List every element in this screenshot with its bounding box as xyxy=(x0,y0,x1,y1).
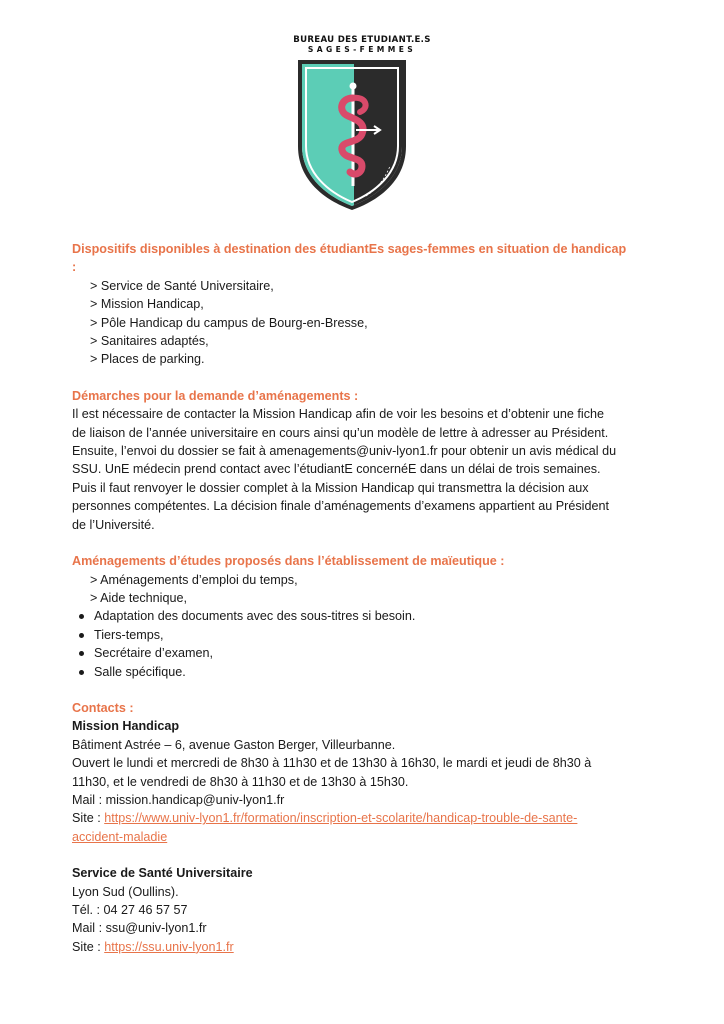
section-amenagements xyxy=(72,552,632,681)
dispositifs-item: > Places de parking. xyxy=(90,352,205,367)
demarches-line: Puis il faut renvoyer le dossier complet à la Mission Handicap qui transmettra la décision aux xyxy=(72,480,589,495)
ssu-site xyxy=(72,938,632,956)
demarches-line: de l’Université. xyxy=(72,517,155,532)
mission-handicap-name: Mission Handicap xyxy=(72,719,180,734)
mission-address: Bâtiment Astrée – 6, avenue Gaston Berger, Villeurbanne. xyxy=(72,737,396,752)
bde-title: BUREAU DES ETUDIANT.E.S xyxy=(293,35,431,45)
dispositifs-item: > Sanitaires adaptés, xyxy=(90,334,209,349)
ssu-mail xyxy=(72,919,632,937)
site-label: Site : xyxy=(72,811,105,826)
demarches-line: Il est nécessaire de contacter la Mission Handicap afin de voir les besoins et d’obtenir une fiche xyxy=(72,407,605,422)
amenagements-bullet: Salle spécifique. xyxy=(72,663,632,681)
dispositifs-item: > Mission Handicap, xyxy=(90,297,204,312)
mission-hours: 11h30, et le vendredi de 8h30 à 11h30 et de 13h30 à 15h30. xyxy=(72,774,409,789)
bde-subtitle: SAGES-FEMMES xyxy=(307,45,417,54)
amenagements-bullet: Secrétaire d’examen, xyxy=(72,644,632,662)
mail-label: Mail : xyxy=(72,921,106,936)
section-demarches xyxy=(72,387,632,534)
dispositifs-item: > Pôle Handicap du campus de Bourg-en-Bresse, xyxy=(90,315,368,330)
ssu-name: Service de Santé Universitaire xyxy=(72,866,253,881)
spacer xyxy=(72,846,632,864)
site-label: Site : xyxy=(72,939,105,954)
demarches-line: personnes compétentes. La décision finale d’aménagements d’examens appartient au Président xyxy=(72,499,609,514)
amenagements-item: > Aide technique, xyxy=(90,590,187,605)
mission-site-cont xyxy=(72,828,632,846)
mission-site xyxy=(72,809,632,827)
ssu-mail-address: ssu@univ-lyon1.fr xyxy=(105,921,207,936)
dispositifs-item: > Service de Santé Universitaire, xyxy=(90,278,274,293)
dispositifs-heading: Dispositifs disponibles à destination des étudiantEs sages-femmes en situation de handicap : xyxy=(72,242,627,275)
section-contacts xyxy=(72,699,632,956)
ssu-location: Lyon Sud (Oullins). xyxy=(72,884,179,899)
mission-site-link[interactable]: https://www.univ-lyon1.fr/formation/inscription-et-scolarite/handicap-trouble-de-sante- xyxy=(104,811,578,826)
amenagements-item: > Aménagements d’emploi du temps, xyxy=(90,572,298,587)
section-dispositifs xyxy=(72,240,632,369)
ssu-site-link[interactable]: https://ssu.univ-lyon1.fr xyxy=(104,939,234,954)
mission-hours: Ouvert le lundi et mercredi de 8h30 à 11h30 et de 13h30 à 16h30, le mardi et jeudi de 8h30 à xyxy=(72,756,592,771)
demarches-line: Ensuite, l’envoi du dossier se fait à amenagements@univ-lyon1.fr pour obtenir un avis médical du xyxy=(72,444,617,459)
mission-site-link[interactable]: accident-maladie xyxy=(72,829,168,844)
amenagements-bullet: Adaptation des documents avec des sous-titres si besoin. xyxy=(72,607,632,625)
contacts-heading: Contacts : xyxy=(72,700,134,715)
mission-mail-address: mission.handicap@univ-lyon1.fr xyxy=(105,792,285,807)
shield-logo-icon xyxy=(296,58,408,210)
amenagements-heading: Aménagements d’études proposés dans l’établissement de maïeutique : xyxy=(72,554,505,569)
document-body xyxy=(72,240,632,956)
demarches-line: SSU. UnE médecin prend contact avec l’étudiantE concernéE dans un délai de trois semaines. xyxy=(72,462,601,477)
demarches-heading: Démarches pour la demande d’aménagements : xyxy=(72,388,359,403)
demarches-line: de liaison de l’année universitaire en cours ainsi qu’un modèle de lettre à adresser au Président. xyxy=(72,425,609,440)
mail-label: Mail : xyxy=(72,792,106,807)
amenagements-bullet: Tiers-temps, xyxy=(72,626,632,644)
mission-mail xyxy=(72,791,632,809)
ssu-phone: Tél. : 04 27 46 57 57 xyxy=(72,903,188,917)
